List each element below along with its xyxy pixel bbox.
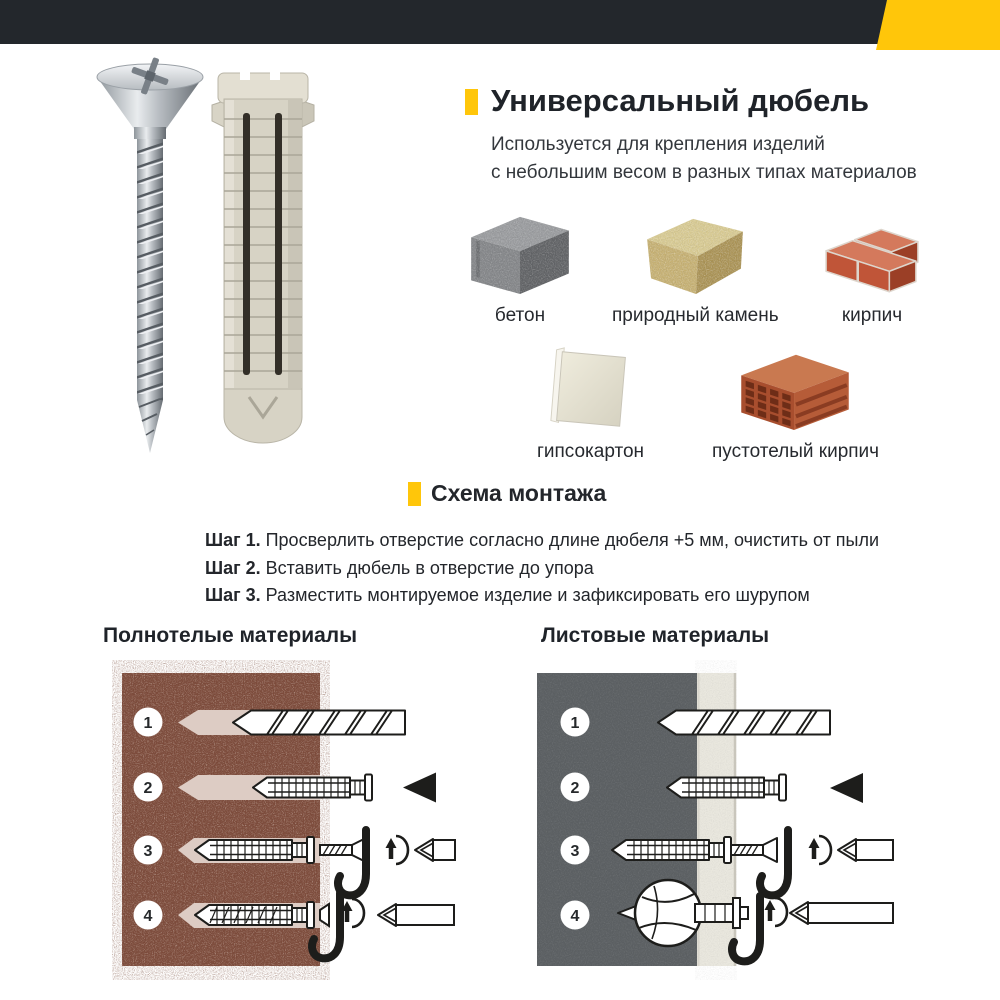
hero-section bbox=[465, 84, 965, 187]
dowel-icon bbox=[667, 775, 786, 801]
svg-text:1: 1 bbox=[143, 715, 153, 732]
material-drywall bbox=[528, 346, 653, 463]
description-line-1: Используется для крепления изделий bbox=[491, 134, 825, 155]
brick-icon bbox=[822, 216, 922, 296]
step-text: Разместить монтируемое изделие и зафиксировать его шурупом bbox=[260, 585, 810, 605]
drywall-icon bbox=[547, 346, 635, 432]
screw-head bbox=[320, 904, 329, 926]
material-concrete bbox=[450, 210, 590, 327]
material-hollow-brick bbox=[712, 346, 880, 463]
svg-text:4: 4 bbox=[570, 908, 580, 925]
material-label: кирпич bbox=[841, 305, 903, 326]
sheet-materials-diagram bbox=[530, 660, 910, 980]
rotation-arrow-icon bbox=[809, 836, 832, 864]
rotation-arrow-icon bbox=[342, 899, 365, 927]
step-label: Шаг 3. bbox=[205, 585, 261, 605]
svg-text:4: 4 bbox=[143, 908, 153, 925]
step-row-2 bbox=[205, 559, 885, 578]
title-marker-icon bbox=[465, 89, 478, 115]
step-row-3 bbox=[205, 586, 885, 605]
page-title: Универсальный дюбель bbox=[491, 83, 870, 118]
installation-steps bbox=[205, 531, 885, 614]
svg-text:2: 2 bbox=[570, 780, 580, 797]
sheet-materials-title: Листовые материалы bbox=[541, 624, 770, 647]
material-brick bbox=[807, 210, 937, 327]
material-label: пустотелый кирпич bbox=[712, 441, 880, 462]
solid-materials-diagram bbox=[110, 660, 480, 980]
svg-text:1: 1 bbox=[570, 715, 580, 732]
svg-text:3: 3 bbox=[570, 843, 580, 860]
svg-text:2: 2 bbox=[143, 780, 153, 797]
svg-text:3: 3 bbox=[143, 843, 153, 860]
step-label: Шаг 1. bbox=[205, 530, 261, 550]
dowel-illustration bbox=[212, 72, 314, 443]
step-text: Вставить дюбель в отверстие до упора bbox=[260, 557, 594, 578]
material-label: бетон bbox=[494, 305, 546, 326]
step-text: Просверлить отверстие согласно длине дюбеля +5 мм, очистить от пыли bbox=[260, 530, 880, 550]
top-bar bbox=[0, 0, 1000, 44]
insert-arrow-icon bbox=[830, 773, 863, 803]
rotation-arrow-icon bbox=[386, 836, 409, 864]
hollow-brick-icon bbox=[739, 346, 851, 432]
material-natural-stone bbox=[612, 210, 777, 327]
dowel-icon bbox=[253, 775, 372, 801]
scheme-marker-icon bbox=[408, 482, 421, 506]
concrete-block-icon bbox=[467, 212, 573, 296]
screw-icon bbox=[320, 838, 366, 862]
insert-arrow-icon bbox=[403, 773, 436, 803]
screw-icon bbox=[731, 838, 777, 862]
screwdriver-bit-icon bbox=[790, 902, 893, 924]
top-bar-accent bbox=[876, 0, 1000, 50]
scheme-heading: Схема монтажа bbox=[431, 480, 607, 506]
material-label: природный камень bbox=[612, 305, 779, 326]
natural-stone-icon bbox=[641, 212, 749, 296]
material-label: гипсокартон bbox=[536, 441, 645, 462]
product-figure bbox=[85, 55, 325, 465]
step-label: Шаг 2. bbox=[205, 557, 261, 578]
solid-materials-title: Полнотелые материалы bbox=[103, 624, 358, 647]
scheme-heading-row bbox=[408, 480, 606, 507]
screw-illustration bbox=[97, 57, 203, 453]
screwdriver-bit-icon bbox=[415, 839, 455, 861]
step-row-1 bbox=[205, 531, 885, 550]
rotation-arrow-icon bbox=[765, 898, 788, 926]
screwdriver-bit-icon bbox=[378, 904, 454, 926]
drill-icon bbox=[658, 711, 830, 735]
description-line-2: с небольшим весом в разных типах материалов bbox=[491, 162, 917, 183]
drill-icon bbox=[233, 711, 405, 735]
screwdriver-bit-icon bbox=[838, 839, 893, 861]
